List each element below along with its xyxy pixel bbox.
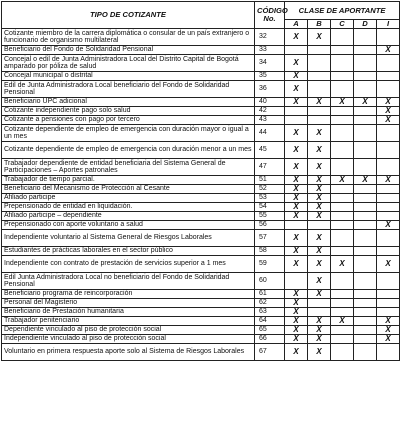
codigo-cell: 59 [255, 256, 285, 273]
class-a-mark: X [285, 308, 308, 317]
table-row [2, 308, 400, 317]
tipo-cotizante-cell: Cotizante a pensiones con pago por tercero [2, 116, 255, 125]
class-b-mark [308, 308, 331, 317]
codigo-cell: 58 [255, 247, 285, 256]
table-row [2, 98, 400, 107]
class-i-mark: X [377, 98, 400, 107]
table-row [2, 317, 400, 326]
tipo-cotizante-cell: Beneficiario del Fondo de Solidaridad Pensional [2, 46, 255, 55]
class-i-mark [377, 159, 400, 176]
codigo-cell: 64 [255, 317, 285, 326]
class-c-mark [331, 326, 354, 335]
class-b-mark: X [308, 159, 331, 176]
table-row [2, 55, 400, 72]
table-row [2, 256, 400, 273]
cotizante-table [1, 1, 400, 361]
class-d-mark: X [354, 176, 377, 185]
class-c-mark: X [331, 98, 354, 107]
class-c-mark: X [331, 256, 354, 273]
class-c-mark [331, 344, 354, 361]
class-i-mark: X [377, 116, 400, 125]
table-row [2, 299, 400, 308]
codigo-cell: 47 [255, 159, 285, 176]
codigo-cell: 62 [255, 299, 285, 308]
tipo-cotizante-cell: Trabajador de tiempo parcial. [2, 176, 255, 185]
codigo-cell: 65 [255, 326, 285, 335]
class-c-mark [331, 221, 354, 230]
class-a-mark: X [285, 194, 308, 203]
table-row [2, 203, 400, 212]
class-a-mark: X [285, 185, 308, 194]
class-c-mark: X [331, 317, 354, 326]
tipo-cotizante-cell: Dependiente vinculado al piso de protección social [2, 326, 255, 335]
class-b-mark: X [308, 176, 331, 185]
table-row [2, 116, 400, 125]
class-i-mark [377, 247, 400, 256]
class-a-mark: X [285, 55, 308, 72]
class-i-mark [377, 55, 400, 72]
class-c-mark: X [331, 176, 354, 185]
class-a-mark: X [285, 256, 308, 273]
class-b-mark [308, 46, 331, 55]
class-c-mark [331, 159, 354, 176]
class-d-mark [354, 326, 377, 335]
tipo-cotizante-cell: Edil de Junta Administradora Local beneficiario del Fondo de Solidaridad Pensional [2, 81, 255, 98]
codigo-cell: 67 [255, 344, 285, 361]
header-class-a: A [285, 20, 308, 29]
class-b-mark: X [308, 194, 331, 203]
codigo-cell: 43 [255, 116, 285, 125]
class-a-mark: X [285, 142, 308, 159]
table-row [2, 176, 400, 185]
class-a-mark: X [285, 159, 308, 176]
class-d-mark [354, 212, 377, 221]
class-b-mark: X [308, 212, 331, 221]
tipo-cotizante-cell: Voluntario en primera respuesta aporte solo al Sistema de Riesgos Laborales [2, 344, 255, 361]
class-i-mark: X [377, 256, 400, 273]
class-b-mark: X [308, 203, 331, 212]
class-i-mark [377, 203, 400, 212]
codigo-cell: 63 [255, 308, 285, 317]
codigo-cell: 57 [255, 230, 285, 247]
tipo-cotizante-cell: Prepensionado de entidad en liquidación. [2, 203, 255, 212]
tipo-cotizante-cell: Beneficiario programa de reincorporación [2, 290, 255, 299]
class-c-mark [331, 299, 354, 308]
table-row [2, 247, 400, 256]
codigo-cell: 56 [255, 221, 285, 230]
class-d-mark [354, 185, 377, 194]
class-d-mark [354, 81, 377, 98]
codigo-cell: 34 [255, 55, 285, 72]
class-c-mark [331, 55, 354, 72]
class-a-mark: X [285, 326, 308, 335]
class-b-mark: X [308, 344, 331, 361]
tipo-cotizante-cell: Cotizante independiente pago solo salud [2, 107, 255, 116]
class-d-mark [354, 142, 377, 159]
class-i-mark [377, 29, 400, 46]
class-a-mark: X [285, 125, 308, 142]
class-d-mark [354, 125, 377, 142]
codigo-cell: 40 [255, 98, 285, 107]
tipo-cotizante-cell: Estudiantes de prácticas laborales en el sector público [2, 247, 255, 256]
class-c-mark [331, 290, 354, 299]
codigo-cell: 44 [255, 125, 285, 142]
class-a-mark: X [285, 176, 308, 185]
table-row [2, 125, 400, 142]
class-d-mark [354, 273, 377, 290]
class-b-mark [308, 55, 331, 72]
class-d-mark [354, 299, 377, 308]
class-i-mark [377, 230, 400, 247]
header-class-i: I [377, 20, 400, 29]
class-d-mark [354, 29, 377, 46]
class-b-mark: X [308, 230, 331, 247]
header-tipo: TIPO DE COTIZANTE [2, 2, 255, 29]
class-i-mark [377, 72, 400, 81]
class-b-mark: X [308, 185, 331, 194]
class-b-mark: X [308, 98, 331, 107]
codigo-cell: 55 [255, 212, 285, 221]
table-row [2, 29, 400, 46]
table-row [2, 212, 400, 221]
codigo-cell: 45 [255, 142, 285, 159]
class-i-mark: X [377, 317, 400, 326]
table-row [2, 72, 400, 81]
class-b-mark: X [308, 326, 331, 335]
class-b-mark: X [308, 125, 331, 142]
class-a-mark: X [285, 81, 308, 98]
class-a-mark: X [285, 203, 308, 212]
class-i-mark [377, 185, 400, 194]
class-c-mark [331, 247, 354, 256]
codigo-cell: 54 [255, 203, 285, 212]
tipo-cotizante-cell: Trabajador dependiente de entidad beneficiaria del Sistema General de Participaciones – Aportes patronales [2, 159, 255, 176]
table-row [2, 46, 400, 55]
table-row [2, 194, 400, 203]
class-a-mark: X [285, 299, 308, 308]
class-a-mark: X [285, 230, 308, 247]
class-a-mark: X [285, 247, 308, 256]
class-i-mark: X [377, 326, 400, 335]
class-b-mark: X [308, 247, 331, 256]
tipo-cotizante-cell: Afiliado participe – dependiente [2, 212, 255, 221]
tipo-cotizante-cell: Cotizante dependiente de empleo de emergencia con duración menor a un mes [2, 142, 255, 159]
class-a-mark: X [285, 317, 308, 326]
class-d-mark [354, 194, 377, 203]
codigo-cell: 36 [255, 81, 285, 98]
table-row [2, 344, 400, 361]
tipo-cotizante-cell: Edil Junta Administradora Local no beneficiario del Fondo de Solidaridad Pensional [2, 273, 255, 290]
class-a-mark [285, 107, 308, 116]
class-d-mark [354, 230, 377, 247]
class-i-mark: X [377, 176, 400, 185]
class-d-mark [354, 335, 377, 344]
class-d-mark [354, 72, 377, 81]
class-c-mark [331, 81, 354, 98]
header-clase: CLASE DE APORTANTE [285, 2, 400, 20]
tipo-cotizante-cell: Personal del Magisterio [2, 299, 255, 308]
class-b-mark: X [308, 290, 331, 299]
tipo-cotizante-cell: Beneficiario de Prestación humanitaria [2, 308, 255, 317]
class-a-mark [285, 221, 308, 230]
codigo-cell: 51 [255, 176, 285, 185]
tipo-cotizante-cell: Beneficiario UPC adicional [2, 98, 255, 107]
class-d-mark [354, 116, 377, 125]
class-c-mark [331, 212, 354, 221]
header-class-d: D [354, 20, 377, 29]
tipo-cotizante-cell: Afiliado participe [2, 194, 255, 203]
class-i-mark: X [377, 46, 400, 55]
class-d-mark [354, 159, 377, 176]
codigo-cell: 52 [255, 185, 285, 194]
class-i-mark [377, 142, 400, 159]
table-row [2, 107, 400, 116]
class-c-mark [331, 72, 354, 81]
class-d-mark: X [354, 98, 377, 107]
codigo-cell: 61 [255, 290, 285, 299]
class-c-mark [331, 46, 354, 55]
table-row [2, 273, 400, 290]
tipo-cotizante-cell: Prepensionado con aporte voluntario a salud [2, 221, 255, 230]
class-i-mark: X [377, 335, 400, 344]
table-row [2, 326, 400, 335]
class-b-mark [308, 81, 331, 98]
tipo-cotizante-cell: Beneficiario del Mecanismo de Protección al Cesante [2, 185, 255, 194]
class-c-mark [331, 230, 354, 247]
codigo-cell: 33 [255, 46, 285, 55]
class-d-mark [354, 107, 377, 116]
class-a-mark: X [285, 335, 308, 344]
class-b-mark [308, 116, 331, 125]
class-a-mark [285, 273, 308, 290]
class-a-mark [285, 46, 308, 55]
class-i-mark [377, 194, 400, 203]
class-d-mark [354, 203, 377, 212]
class-b-mark: X [308, 317, 331, 326]
class-b-mark: X [308, 273, 331, 290]
codigo-cell: 53 [255, 194, 285, 203]
class-c-mark [331, 185, 354, 194]
class-b-mark: X [308, 335, 331, 344]
table-row [2, 159, 400, 176]
table-row [2, 81, 400, 98]
class-i-mark [377, 308, 400, 317]
class-d-mark [354, 308, 377, 317]
class-d-mark [354, 317, 377, 326]
class-c-mark [331, 203, 354, 212]
class-b-mark [308, 299, 331, 308]
class-b-mark: X [308, 29, 331, 46]
class-i-mark: X [377, 221, 400, 230]
class-d-mark [354, 55, 377, 72]
table-row [2, 221, 400, 230]
class-c-mark [331, 335, 354, 344]
class-c-mark [331, 116, 354, 125]
codigo-cell: 32 [255, 29, 285, 46]
class-c-mark [331, 29, 354, 46]
class-i-mark [377, 344, 400, 361]
class-c-mark [331, 107, 354, 116]
class-i-mark [377, 125, 400, 142]
class-a-mark: X [285, 212, 308, 221]
codigo-cell: 42 [255, 107, 285, 116]
tipo-cotizante-cell: Independiente voluntario al Sistema General de Riesgos Laborales [2, 230, 255, 247]
table-row [2, 230, 400, 247]
class-i-mark [377, 299, 400, 308]
class-d-mark [354, 290, 377, 299]
tipo-cotizante-cell: Concejal municipal o distrital [2, 72, 255, 81]
tipo-cotizante-cell: Cotizante dependiente de empleo de emergencia con duración mayor o igual a un mes [2, 125, 255, 142]
class-d-mark [354, 46, 377, 55]
tipo-cotizante-cell: Cotizante miembro de la carrera diplomática o consular de un país extranjero o funcionario de organismo multilateral [2, 29, 255, 46]
table-row [2, 185, 400, 194]
class-b-mark [308, 72, 331, 81]
table-row [2, 335, 400, 344]
class-a-mark [285, 116, 308, 125]
class-b-mark: X [308, 142, 331, 159]
class-i-mark [377, 81, 400, 98]
class-d-mark [354, 344, 377, 361]
class-a-mark: X [285, 72, 308, 81]
tipo-cotizante-cell: Independiente vinculado al piso de protección social [2, 335, 255, 344]
codigo-cell: 35 [255, 72, 285, 81]
table-row [2, 142, 400, 159]
tipo-cotizante-cell: Concejal o edil de Junta Administradora Local del Distrito Capital de Bogotá amparado por póliza de salud [2, 55, 255, 72]
tipo-cotizante-cell: Independiente con contrato de prestación de servicios superior a 1 mes [2, 256, 255, 273]
class-a-mark: X [285, 98, 308, 107]
table-row [2, 290, 400, 299]
header-codigo: CÓDIGO No. [255, 2, 285, 29]
class-b-mark [308, 107, 331, 116]
class-d-mark [354, 256, 377, 273]
codigo-cell: 66 [255, 335, 285, 344]
codigo-cell: 60 [255, 273, 285, 290]
class-a-mark: X [285, 29, 308, 46]
class-i-mark [377, 212, 400, 221]
class-c-mark [331, 308, 354, 317]
class-i-mark: X [377, 107, 400, 116]
class-b-mark [308, 221, 331, 230]
class-c-mark [331, 273, 354, 290]
table-body [2, 29, 400, 361]
header-class-b: B [308, 20, 331, 29]
class-d-mark [354, 247, 377, 256]
class-a-mark: X [285, 344, 308, 361]
class-b-mark: X [308, 256, 331, 273]
class-a-mark: X [285, 290, 308, 299]
header-class-c: C [331, 20, 354, 29]
class-d-mark [354, 221, 377, 230]
class-c-mark [331, 125, 354, 142]
class-i-mark [377, 290, 400, 299]
class-c-mark [331, 142, 354, 159]
tipo-cotizante-cell: Trabajador penitenciario [2, 317, 255, 326]
class-c-mark [331, 194, 354, 203]
class-i-mark [377, 273, 400, 290]
